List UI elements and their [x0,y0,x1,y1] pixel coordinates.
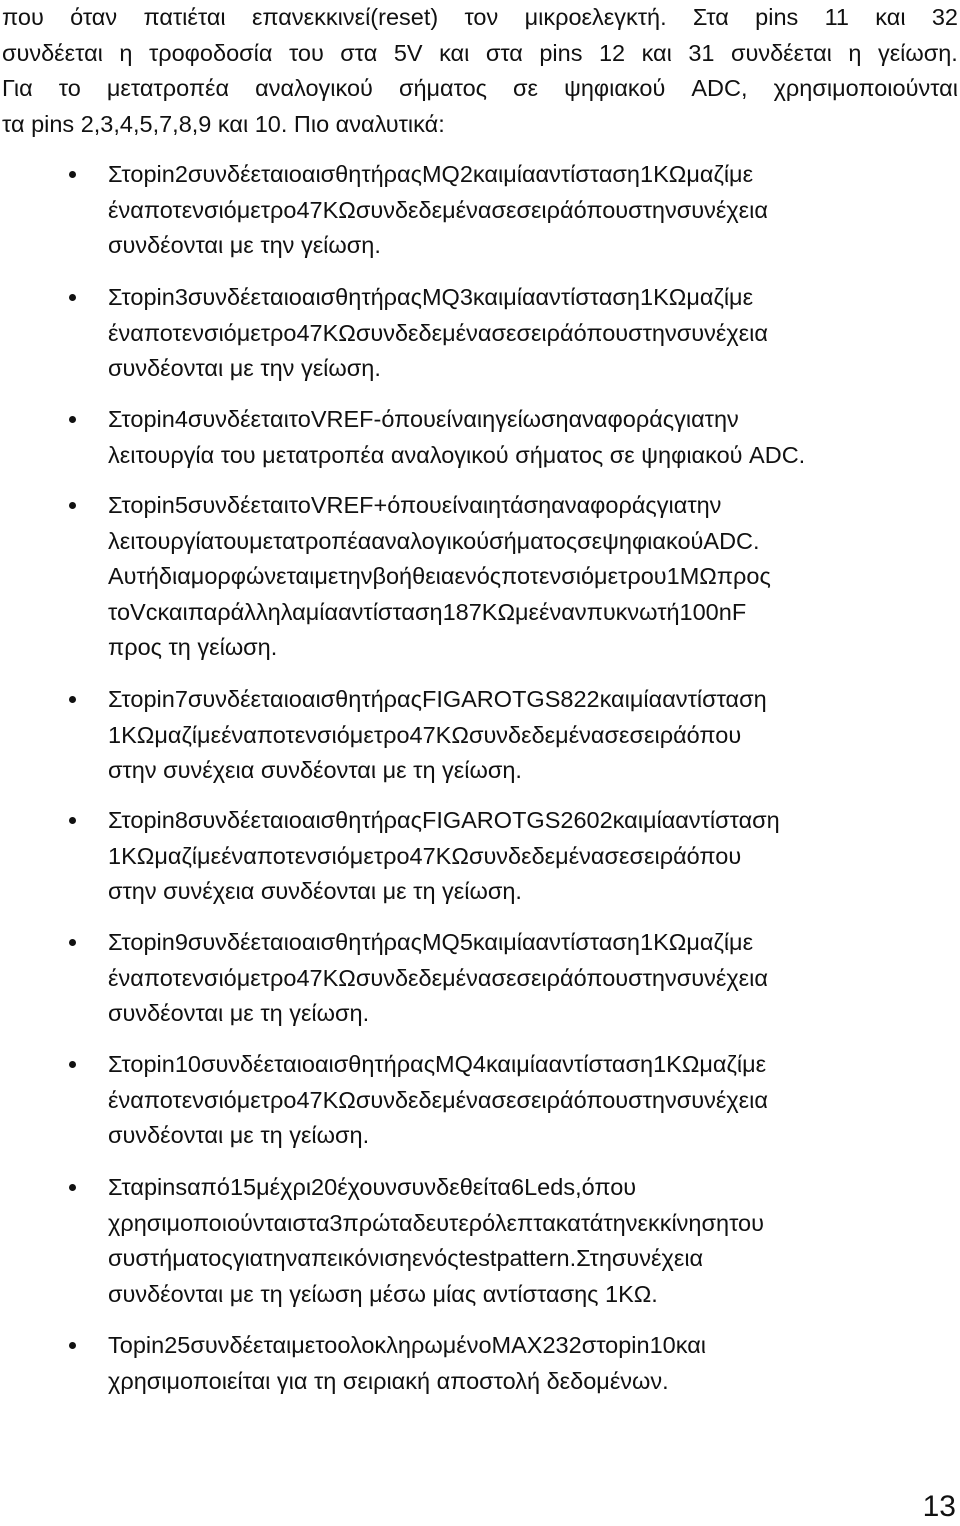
list-item-text [108,402,958,473]
list-item-line: τοVcκαιπαράλληλαμίααντίσταση187ΚΩμεένανπυκνωτή100nF [108,598,747,625]
bullet-icon [69,817,76,824]
intro-line: τα pins 2,3,4,5,7,8,9 και 10. Πιο αναλυτικά: [2,110,445,137]
list-item-line: συνδέονται με την γείωση. [108,232,381,258]
list-item-line: συνδέονται με τη γείωση. [108,1122,370,1148]
bullet-icon [69,294,76,301]
list-item-line: Στοpin9συνδέεταιοαισθητήραςMQ5καιμίααντίσταση1ΚΩμαζίμε [108,929,754,955]
list-item-text [108,1047,958,1154]
list-item-text [108,488,958,666]
intro-paragraph [2,0,958,142]
intro-line: συνδέεται η τροφοδοσία του στα 5V και στα pins 12 και 31 συνδέεται η γείωση. [2,39,958,66]
bullet-icon [69,171,76,178]
list-item-line: 1ΚΩμαζίμεέναποτενσιόμετρο47ΚΩσυνδεδεμένασεσειράόπου [108,721,742,748]
list-item-line: έναποτενσιόμετρο47ΚΩσυνδεδεμένασεσειράόπουστηνσυνέχεια [108,1086,768,1113]
list-item-line: Αυτήδιαμορφώνεταιμετηνβοήθειαενόςποτενσιόμετρου1ΜΩπρος [108,563,771,589]
list-item-line: προς τη γείωση. [108,634,278,660]
list-item-line: έναποτενσιόμετρο47ΚΩσυνδεδεμένασεσειράόπουστηνσυνέχεια [108,319,768,346]
list-item-line: Στοpin10συνδέεταιοαισθητήραςMQ4καιμίααντίσταση1ΚΩμαζίμε [108,1051,767,1077]
bullet-icon [69,416,76,423]
list-item-line: στην συνέχεια συνδέονται με τη γείωση. [108,757,522,783]
list-item-line: 1ΚΩμαζίμεέναποτενσιόμετρο47ΚΩσυνδεδεμένασεσειράόπου [108,842,742,869]
list-item-text [108,1328,958,1399]
list-item-line: λειτουργία του μετατροπέα αναλογικού σήματος σε ψηφιακού ADC. [108,441,806,468]
list-item-text [108,925,958,1032]
list-item-line: Στοpin4συνδέεταιτοVREF-όπουείναιηγείωσηαναφοράςγιατην [108,406,739,432]
list-item-line: συνδέονται με την γείωση. [108,355,381,381]
page-number: 13 [922,1490,956,1523]
intro-line: Για το μετατροπέα αναλογικού σήματος σε ψηφιακού ADC, χρησιμοποιούνται [2,75,958,101]
list-item-line: Στοpin8συνδέεταιοαισθητήραςFIGAROTGS2602καιμίααντίσταση [108,807,780,833]
list-item-line: συνδέονται με τη γείωση μέσω μίας αντίστασης 1ΚΩ. [108,1280,658,1307]
list-item-line: Σταpinsαπό15μέχρι20έχουνσυνδεθείτα6Leds,όπου [108,1174,637,1200]
list-item-text [108,803,958,910]
list-item-text [108,157,958,264]
list-item-line: χρησιμοποιούνταιστα3πρώταδευτερόλεπτακατάτηνεκκίνησητου [108,1209,764,1236]
intro-line: που όταν πατιέται επανεκκινεί(reset) τον μικροελεγκτή. Στα pins 11 και 32 [2,4,958,30]
list-item-line: Στοpin7συνδέεταιοαισθητήραςFIGAROTGS822καιμίααντίσταση [108,686,767,712]
list-item-line: έναποτενσιόμετρο47ΚΩσυνδεδεμένασεσειράόπουστηνσυνέχεια [108,196,768,223]
bullet-icon [69,1061,76,1068]
bullet-icon [69,502,76,509]
bullet-icon [69,696,76,703]
list-item-line: Στοpin3συνδέεταιοαισθητήραςMQ3καιμίααντίσταση1ΚΩμαζίμε [108,284,754,310]
bullet-icon [69,1342,76,1349]
list-item-line: Στοpin2συνδέεταιοαισθητήραςMQ2καιμίααντίσταση1ΚΩμαζίμε [108,161,754,187]
list-item-line: λειτουργίατουμετατροπέααναλογικούσήματοςσεψηφιακούADC. [108,527,760,554]
list-item-text [108,682,958,789]
list-item-line: χρησιμοποιείται για τη σειριακή αποστολή δεδομένων. [108,1367,669,1394]
list-item-text [108,280,958,387]
list-item-text [108,1170,958,1312]
bullet-icon [69,1184,76,1191]
bullet-icon [69,939,76,946]
list-item-line: συνδέονται με τη γείωση. [108,1000,370,1026]
list-item-line: έναποτενσιόμετρο47ΚΩσυνδεδεμένασεσειράόπουστηνσυνέχεια [108,964,768,991]
list-item-line: Τοpin25συνδέεταιμετοολοκληρωμένοMAX232στοpin10και [108,1332,707,1358]
list-item-line: στην συνέχεια συνδέονται με τη γείωση. [108,878,522,904]
list-item-line: συστήματοςγιατηναπεικόνισηενόςtestpattern.Στησυνέχεια [108,1245,704,1271]
list-item-line: Στοpin5συνδέεταιτοVREF+όπουείναιητάσηαναφοράςγιατην [108,492,722,518]
